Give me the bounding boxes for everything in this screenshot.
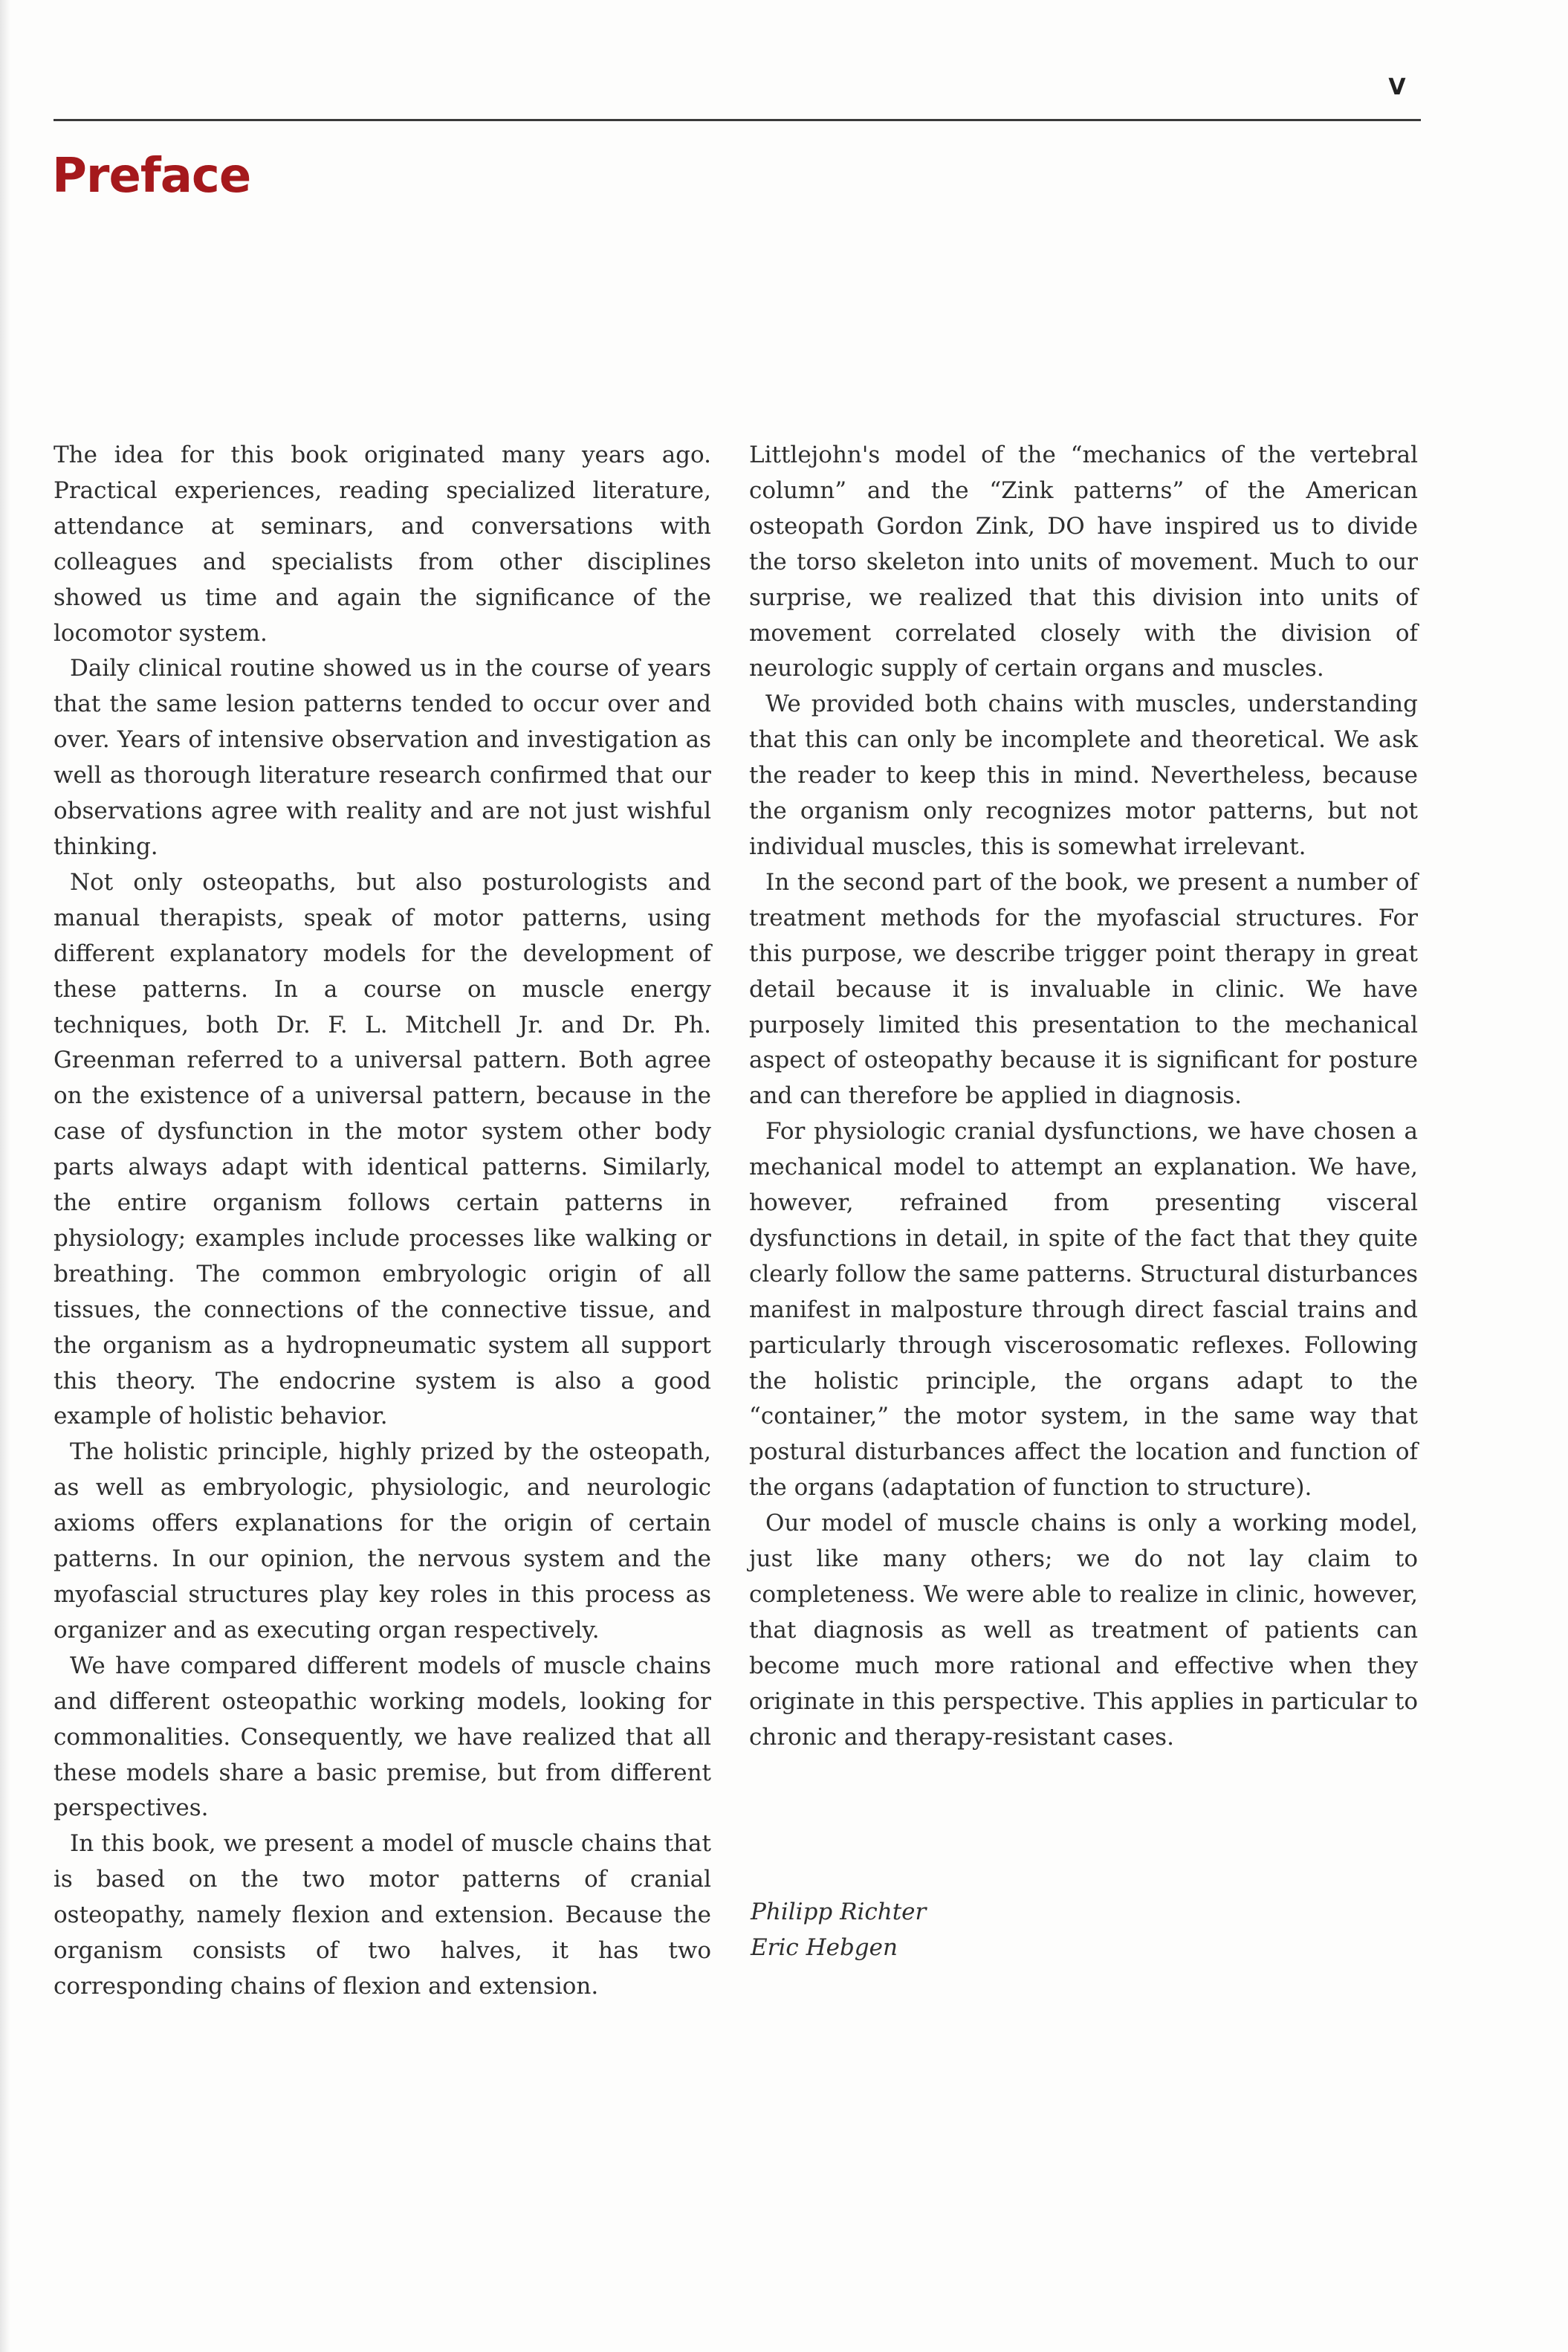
author-name: Eric Hebgen xyxy=(751,1934,898,1961)
paragraph: Our model of muscle chains is only a working model, just like many others; we do not lay claim to completeness. We were able to realize in clinic, however, that diagnosis as well as treatment of patients can become much more rational and effective when they originate in this perspective. This applies in particular to chronic and therapy-resistant cases. xyxy=(749,1510,1418,1751)
author-signatures xyxy=(751,1894,926,1965)
header-rule xyxy=(54,119,1421,121)
paragraph: In the second part of the book, we present a number of treatment methods for the myofascial structures. For this purpose, we describe trigger point therapy in great detail because it is invaluable in clinic. We have purposely limited this presentation to the mechanical aspect of osteopathy because it is significant for posture and can therefore be applied in diagnosis. xyxy=(749,868,1418,1110)
author-name: Philipp Richter xyxy=(751,1899,927,1925)
scan-edge xyxy=(0,0,10,2352)
paragraph: We have compared different models of muscle chains and different osteopathic working models, looking for commonalities. Consequently, we have realized that all these models share a basic premise, but from different perspectives. xyxy=(54,1652,711,1822)
page-title: Preface xyxy=(52,149,251,204)
paragraph: The idea for this book originated many years ago. Practical experiences, reading specialized literature, attendance at seminars, and conversations with colleagues and specialists from other disciplines showed us time and again the significance of the locomotor system. xyxy=(54,442,711,647)
left-column xyxy=(54,438,711,2005)
paragraph: Littlejohn's model of the “mechanics of the vertebral column” and the “Zink patterns” of the American osteopath Gordon Zink, DO have inspired us to divide the torso skeleton into units of movement. Much to our surprise, we realized that this division into units of movement correlated closely with the division of neurologic supply of certain organs and muscles. xyxy=(749,442,1418,682)
right-column xyxy=(749,438,1418,1756)
paragraph: Not only osteopaths, but also posturologists and manual therapists, speak of motor patterns, using different explanatory models for the development of these patterns. In a course on muscle energy techniques, both Dr. F. L. Mitchell Jr. and Dr. Ph. Greenman referred to a universal pattern. Both agree on the existence of a universal pattern, because in the case of dysfunction in the motor system other body parts always adapt with identical patterns. Similarly, the entire organism follows certain patterns in physiology; examples include processes like walking or breathing. The common embryologic origin of all tissues, the connections of the connective tissue, and the organism as a hydropneumatic system all support this theory. The endocrine system is also a good example of holistic behavior. xyxy=(54,868,711,1430)
paragraph: The holistic principle, highly prized by the osteopath, as well as embryologic, physiologic, and neurologic axioms offers explanations for the origin of certain patterns. In our opinion, the nervous system and the myofascial structures play key roles in this process as organizer and as executing organ respectively. xyxy=(54,1438,711,1644)
paragraph: For physiologic cranial dysfunctions, we have chosen a mechanical model to attempt an explanation. We have, however, refrained from presenting visceral dysfunctions in detail, in spite of the fact that they quite clearly follow the same patterns. Structural disturbances manifest in malposture through direct fascial trains and particularly through viscerosomatic reflexes. Following the holistic principle, the organs adapt to the “container,” the motor system, in the same way that postural disturbances affect the location and function of the organs (adaptation of function to structure). xyxy=(749,1118,1418,1502)
page-number: V xyxy=(1388,74,1406,100)
paragraph: In this book, we present a model of muscle chains that is based on the two motor patterns of cranial osteopathy, namely flexion and extension. Because the organism consists of two halves, it has two corresponding chains of flexion and extension. xyxy=(54,1830,711,2000)
paragraph: We provided both chains with muscles, understanding that this can only be incomplete and theoretical. We ask the reader to keep this in mind. Nevertheless, because the organism only recognizes motor patterns, but not individual muscles, this is somewhat irrelevant. xyxy=(749,691,1418,860)
paragraph: Daily clinical routine showed us in the course of years that the same lesion patterns tended to occur over and over. Years of intensive observation and investigation as well as thorough literature research confirmed that our observations agree with reality and are not just wishful thinking. xyxy=(54,655,711,860)
